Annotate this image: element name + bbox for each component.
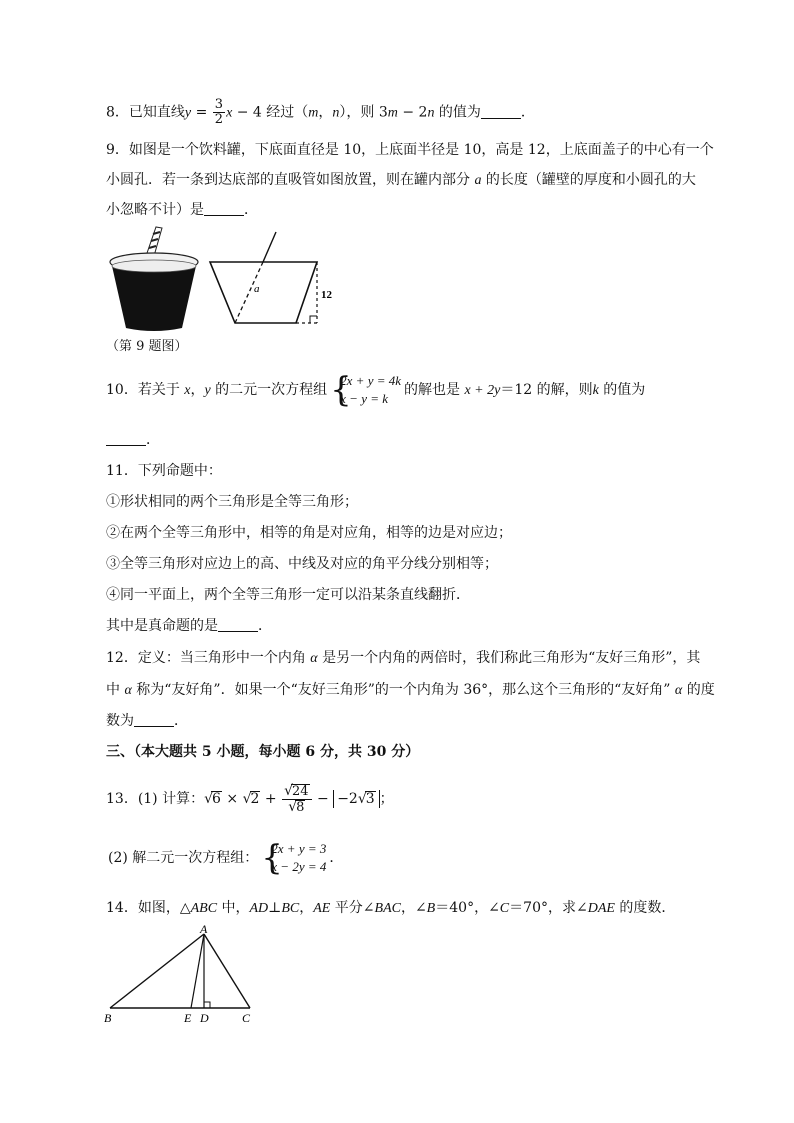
proposition-2: ②在两个全等三角形中，相等的角是对应角，相等的边是对应边； — [106, 525, 512, 541]
figure-9 — [104, 226, 344, 336]
question-10-answer: ． — [106, 430, 160, 450]
section-3-heading: 三、（本大题共 5 小题，每小题 6 分，共 30 分） — [106, 744, 420, 760]
figure-9-caption: （第 9 题图） — [106, 339, 188, 354]
label-D: D — [200, 1011, 209, 1025]
label-C: C — [242, 1011, 251, 1025]
equation-system: { 2x + y = 4k x − y = k — [330, 370, 402, 410]
trapezoid-diagram — [210, 232, 333, 323]
label-E: E — [184, 1011, 192, 1025]
equation-system: { 2x + y = 3 x − 2y = 4 — [261, 838, 327, 878]
question-9-line-1: 9．如图是一个饮料罐，下底面直径是 10，上底面半径是 10，高是 12，上底面盖子的中心有一个 — [106, 142, 714, 158]
question-14: 14．如图，△ABC 中，AD⊥BC，AE 平分∠BAC，∠B＝40°，∠C＝70°，求∠DAE 的度数． — [106, 900, 676, 916]
question-11-title: 11．下列命题中： — [106, 463, 222, 479]
segment-ae — [191, 934, 204, 1008]
label-B: B — [104, 1011, 112, 1025]
answer-blank[interactable] — [481, 104, 521, 119]
right-angle-mark — [204, 1002, 210, 1008]
proposition-4: ④同一平面上，两个全等三角形一定可以沿某条直线翻折． — [106, 587, 470, 603]
can-photo — [110, 227, 198, 331]
question-11-question: 其中是真命题的是 ． — [106, 618, 272, 634]
label-12: 12 — [321, 289, 332, 301]
question-13-part-2: (2) 解二元一次方程组： { 2x + y = 3 x − 2y = 4 ． — [108, 838, 344, 878]
question-8: 8．已知直线y = $\frac{3}{2}$ x − 4 经过（m，n），则 3m − 2n 的值为 ． — [106, 97, 535, 127]
question-12-line-2: 中 α 称为“友好角”．如果一个“友好三角形”的一个内角为 36°，那么这个三角形的“友好角” α 的度 — [106, 682, 715, 698]
label-A: A — [200, 924, 208, 936]
proposition-3: ③全等三角形对应边上的高、中线及对应的角平分线分别相等； — [106, 556, 498, 572]
side-ab — [110, 934, 204, 1008]
question-12-line-1: 12．定义：当三角形中一个内角 α 是另一个内角的两倍时，我们称此三角形为“友好三角形”，其 — [106, 650, 701, 666]
question-13-part-1: 13．(1) 计算：√6 × √2 + $\frac{√24}{√8}$ − −2√3 ； — [106, 782, 394, 815]
question-9-line-2: 小圆孔．若一条到达底部的直吸管如图放置，则在罐内部分 a 的长度（罐壁的厚度和小圆孔的大 — [106, 172, 696, 188]
question-9-line-3: 小忽略不计）是 ． — [106, 202, 258, 218]
fraction: $\frac{3}{2}$ — [214, 97, 224, 127]
proposition-1: ①形状相同的两个三角形是全等三角形； — [106, 494, 358, 510]
question-10: 10．若关于 x，y 的二元一次方程组 { 2x + y = 4k x − y = k 的解也是 x + 2y＝12 的解，则k 的值为 — [106, 370, 646, 410]
side-ac — [204, 934, 250, 1008]
fraction: $\frac{√24}{√8}$ — [282, 784, 311, 815]
answer-blank[interactable] — [204, 201, 244, 216]
answer-blank[interactable] — [106, 431, 146, 446]
absolute-value: −2√3 — [333, 790, 379, 808]
label-a: a — [254, 283, 260, 295]
answer-blank[interactable] — [218, 617, 258, 632]
answer-blank[interactable] — [134, 712, 174, 727]
question-12-line-3: 数为 ． — [106, 713, 188, 729]
figure-14-triangle — [100, 924, 270, 1028]
